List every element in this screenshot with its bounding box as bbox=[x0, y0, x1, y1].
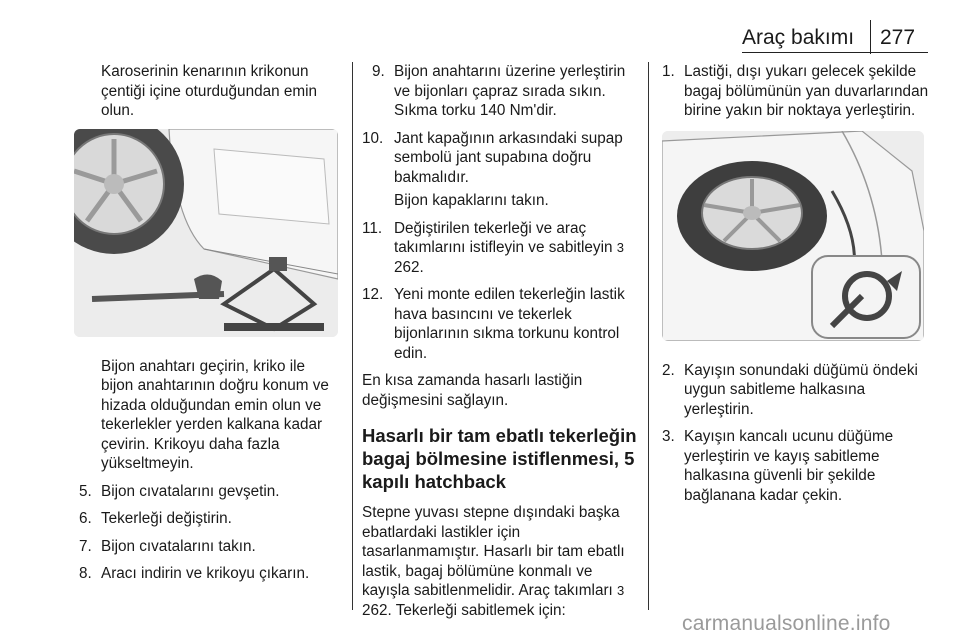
column-3 bbox=[662, 62, 934, 513]
short-note: En kısa zamanda hasarlı lastiğin değişmesini sağlayın. bbox=[362, 372, 583, 409]
page-ref[interactable]: 262 bbox=[394, 258, 420, 276]
page-number: 277 bbox=[880, 26, 916, 49]
page-ref-icon[interactable]: 3 bbox=[616, 240, 624, 255]
body-paragraph: Stepne yuvası stepne dışındaki başka ebatlardaki lastikler için tasarlanmamıştır. Hasarlı bir tam ebatlı lastik, bagaj bölümüne konmalı ve kayışla sabitlenmelidir. Araç takımları 3 262. Tekerleği sabitlemek için: bbox=[362, 504, 625, 619]
intro-paragraph: Karoserinin kenarının krikonun çentiği içine oturduğundan emin olun. bbox=[101, 63, 318, 119]
step-10: 10. Jant kapağının arkasındaki supap sembolü jant supabına doğru bakmalıdır. bbox=[362, 129, 623, 186]
section-title: Araç bakımı bbox=[742, 26, 855, 49]
jack-figure-svg bbox=[74, 129, 338, 337]
jack-illustration bbox=[74, 129, 338, 337]
step-9: 9. Bijon anahtarını üzerine yerleştirin ve bijonları çapraz sırada sıkın. Sıkma torku 140 Nm'dir. bbox=[372, 63, 626, 119]
header-divider bbox=[870, 20, 871, 54]
step-3: 3. Kayışın kancalı ucunu düğüme yerleştirin ve kayış sabitleme halkasına güvenli bir şekilde bağlanana kadar çekin. bbox=[662, 428, 894, 504]
page-ref[interactable]: 262 bbox=[362, 601, 388, 619]
step-8: 8. Aracı indirin ve krikoyu çıkarın. bbox=[79, 565, 310, 582]
column-2 bbox=[362, 62, 638, 628]
after-figure-paragraph: Bijon anahtarı geçirin, kriko ile bijon anahtarının doğru konum ve hizada olduğundan emin olun ve tekerlekler yerden kalkana kadar çevirin. Krikoyu daha fazla yükseltmeyin. bbox=[101, 357, 329, 472]
step-7: 7. Bijon cıvatalarını takın. bbox=[79, 537, 256, 555]
step-2: 2. Kayışın sonundaki düğümü öndeki uygun sabitleme halkasına yerleştirin. bbox=[662, 361, 918, 418]
step-10-note: Bijon kapaklarını takın. bbox=[394, 192, 549, 209]
column-divider-2 bbox=[648, 62, 649, 610]
step-5: 5. Bijon cıvatalarını gevşetin. bbox=[79, 482, 280, 500]
page-ref-icon[interactable]: 3 bbox=[617, 583, 625, 598]
page-header bbox=[742, 24, 928, 54]
trunk-wheel-illustration bbox=[662, 131, 924, 341]
step-1: 1. Lastiği, dışı yukarı gelecek şekilde bagaj bölümünün yan duvarlarından birine yakın bir noktaya yerleştirin. bbox=[662, 63, 929, 119]
section-heading: Hasarlı bir tam ebatlı tekerleğin bagaj bölmesine istiflenmesi, 5 kapılı hatchback bbox=[362, 425, 637, 492]
column-divider-1 bbox=[352, 62, 353, 610]
column-1 bbox=[79, 62, 341, 592]
step-12: 12. Yeni monte edilen tekerleğin lastik hava basıncını ve tekerlek bijonlarının sıkma torkunu kontrol edin. bbox=[362, 286, 625, 362]
trunk-figure-svg bbox=[662, 131, 924, 341]
header-rule bbox=[742, 52, 928, 53]
watermark: carmanualsonline.info bbox=[682, 612, 891, 635]
step-6: 6. Tekerleği değiştirin. bbox=[79, 510, 232, 527]
step-11: 11. Değiştirilen tekerleği ve araç takımlarını istifleyin ve sabitleyin 3 262. bbox=[362, 219, 624, 276]
